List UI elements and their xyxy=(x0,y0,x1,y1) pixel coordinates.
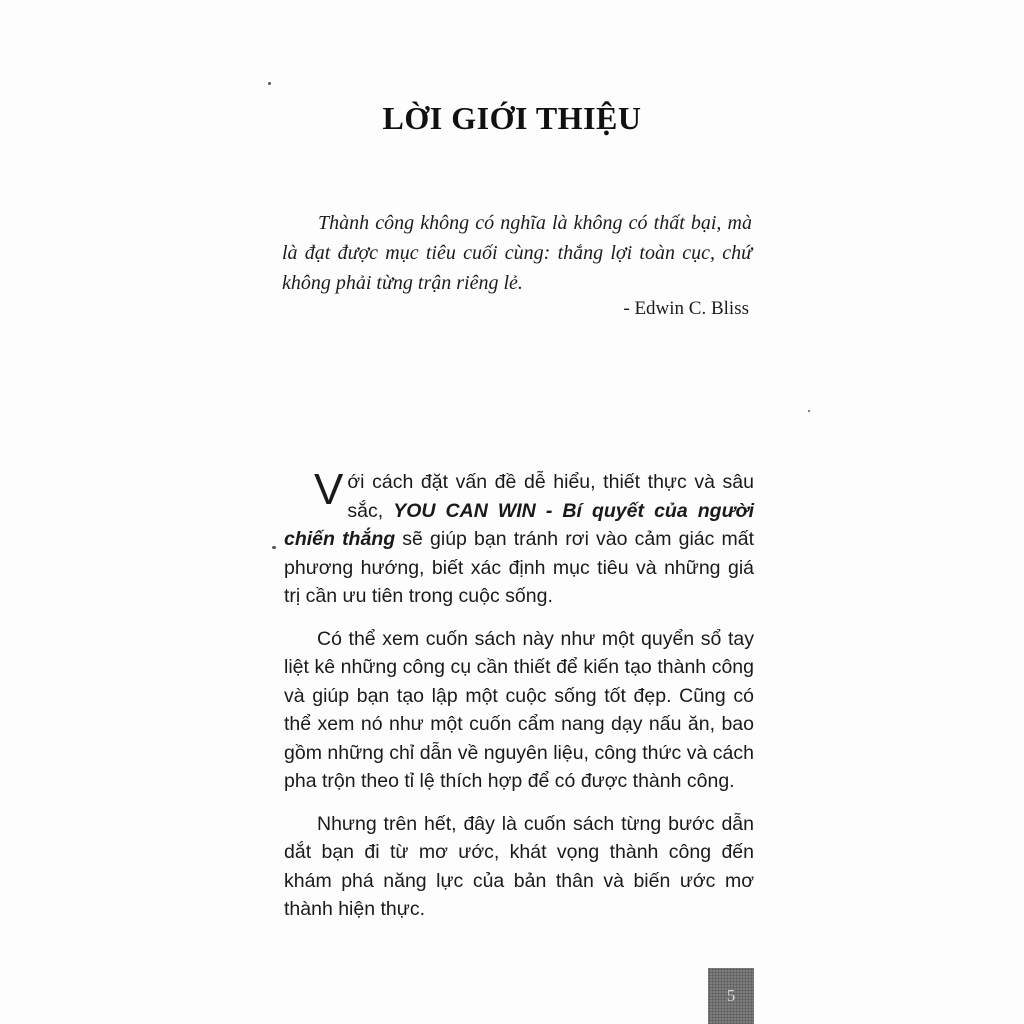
paragraph-1-end: sẽ giúp bạn tránh rơi vào cảm giác mất phương hướng, biết xác định mục tiêu và những giá trị cần ưu tiên trong cuộc sống. xyxy=(284,528,755,607)
print-speck xyxy=(268,82,271,85)
paragraph-1 xyxy=(284,465,755,611)
epigraph-author: - Edwin C. Bliss xyxy=(623,298,749,319)
paragraph-1-start: ới cách đặt vấn đề dễ hiểu, thiết thực và sâu sắc, xyxy=(347,471,754,522)
paragraph-3: Nhưng trên hết, đây là cuốn sách từng bước dẫn dắt bạn đi từ mơ ước, khát vọng thành công đến khám phá năng lực của bản thân và biến ước mơ thành hiện thực. xyxy=(284,812,754,920)
book-title: YOU CAN WIN - Bí quyết của người chiến thắng xyxy=(284,499,754,550)
epigraph-quote xyxy=(282,208,752,298)
page-title: LỜI GIỚI THIỆU xyxy=(382,100,642,136)
paragraph-2: Có thể xem cuốn sách này như một quyển sổ tay liệt kê những công cụ cần thiết để kiến tạo thành công và giúp bạn tạo lập một cuộc sống tốt đẹp. Cũng có thể xem nó như một cuốn cẩm nang dạy nấu ăn, bao gồm những chỉ dẫn về nguyên liệu, công thức và cách pha trộn theo tỉ lệ thích hợp để có được thành công. xyxy=(284,627,754,792)
body-text xyxy=(284,465,755,938)
print-speck xyxy=(808,410,810,412)
print-speck xyxy=(272,546,276,549)
page-number: 5 xyxy=(708,968,754,1024)
epigraph-text: Thành công không có nghĩa là không có thất bại, mà là đạt được mục tiêu cuối cùng: thắng lợi toàn cục, chứ không phải từng trận riêng lẻ. xyxy=(282,212,752,294)
drop-cap: V xyxy=(314,465,344,514)
